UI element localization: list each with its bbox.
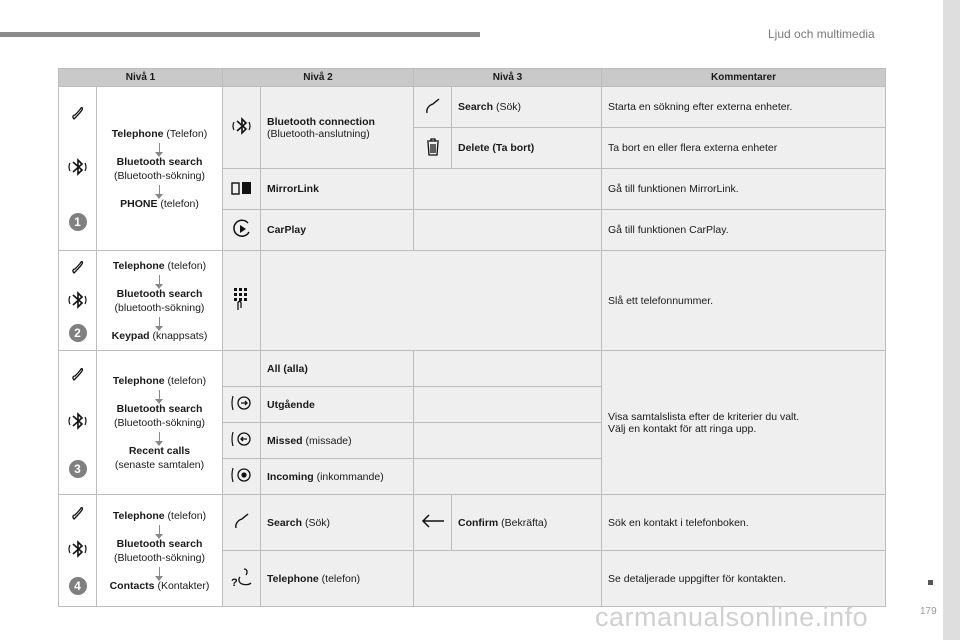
comment: Slå ett telefonnummer. xyxy=(602,251,886,351)
phone-menu-table xyxy=(58,68,886,607)
phone-handset-icon xyxy=(71,106,85,122)
empty-cell xyxy=(414,351,602,387)
bluetooth-connection-icon-cell xyxy=(223,87,261,169)
section-badge-1: 1 xyxy=(69,213,87,231)
chapter-title: Ljud och multimedia xyxy=(768,27,875,41)
down-arrow-icon xyxy=(159,185,160,195)
level3-delete[interactable]: Delete (Ta bort) xyxy=(452,128,602,169)
section1-level1: Telephone (Telefon) Bluetooth search (Bluetooth-sökning) PHONE (telefon) xyxy=(97,87,223,251)
missed-icon-cell xyxy=(223,423,261,459)
bluetooth-phone-icon xyxy=(68,539,88,559)
level2-search[interactable]: Search (Sök) xyxy=(261,495,414,551)
down-arrow-icon xyxy=(159,275,160,285)
empty-cell xyxy=(414,210,602,251)
phone-handset-icon xyxy=(71,506,85,522)
section4-icons xyxy=(59,495,97,607)
section3-level1: Telephone (telefon) Bluetooth search (Bluetooth-sökning) Recent calls (senaste samtalen) xyxy=(97,351,223,495)
comment: Gå till funktionen MirrorLink. xyxy=(602,169,886,210)
col-header-level2: Nivå 2 xyxy=(223,69,414,87)
contact-icon-cell xyxy=(223,551,261,607)
level2-incoming[interactable]: Incoming (inkommande) xyxy=(261,459,414,495)
empty-icon-cell xyxy=(223,351,261,387)
down-arrow-icon xyxy=(159,525,160,535)
down-arrow-icon xyxy=(159,317,160,327)
empty-cell xyxy=(414,551,602,607)
carplay-icon xyxy=(232,219,252,239)
bluetooth-phone-icon xyxy=(68,157,88,177)
bluetooth-phone-icon xyxy=(68,411,88,431)
table-row xyxy=(59,351,886,387)
empty-cell xyxy=(414,169,602,210)
header-rule xyxy=(0,32,480,37)
down-arrow-icon xyxy=(159,390,160,400)
down-arrow-icon xyxy=(159,432,160,442)
table-row xyxy=(59,87,886,128)
table-row xyxy=(59,495,886,551)
incoming-icon-cell xyxy=(223,459,261,495)
section1-icons xyxy=(59,87,97,251)
confirm-arrow-icon xyxy=(420,512,446,530)
trash-icon xyxy=(426,138,440,156)
phone-handset-icon xyxy=(71,260,85,276)
level2-mirrorlink[interactable]: MirrorLink xyxy=(261,169,414,210)
svg-text:?: ? xyxy=(230,577,238,588)
col-header-level1: Nivå 1 xyxy=(59,69,223,87)
search-icon xyxy=(424,97,442,115)
section2-icons xyxy=(59,251,97,351)
section-badge-3: 3 xyxy=(69,460,87,478)
mirrorlink-icon xyxy=(231,180,253,196)
mirrorlink-icon-cell xyxy=(223,169,261,210)
level2-telephone[interactable]: Telephone (telefon) xyxy=(261,551,414,607)
search-icon xyxy=(233,512,251,530)
empty-cell[interactable] xyxy=(261,251,602,351)
page-edge-tab xyxy=(943,0,960,640)
table-row xyxy=(59,251,886,351)
section-badge-2: 2 xyxy=(69,324,87,342)
contact-details-icon xyxy=(230,566,254,588)
table-header-row xyxy=(59,69,886,87)
keypad-icon-cell xyxy=(223,251,261,351)
empty-cell xyxy=(414,459,602,495)
comment: Visa samtalslista efter de kriterier du valt. Välj en kontakt för att ringa upp. xyxy=(602,351,886,495)
phone-handset-icon xyxy=(71,367,85,383)
section3-icons xyxy=(59,351,97,495)
level2-all[interactable]: All (alla) xyxy=(261,351,414,387)
page-marker xyxy=(928,580,933,585)
level2-bluetooth-connection[interactable]: Bluetooth connection (Bluetooth-anslutning) xyxy=(261,87,414,169)
keypad-icon xyxy=(232,286,252,312)
outgoing-call-icon xyxy=(231,394,253,412)
confirm-icon-cell xyxy=(414,495,452,551)
empty-cell xyxy=(414,423,602,459)
level3-confirm[interactable]: Confirm (Bekräfta) xyxy=(452,495,602,551)
col-header-comments: Kommentarer xyxy=(602,69,886,87)
search-icon-cell xyxy=(414,87,452,128)
level2-missed[interactable]: Missed (missade) xyxy=(261,423,414,459)
col-header-level3: Nivå 3 xyxy=(414,69,602,87)
section2-level1: Telephone (telefon) Bluetooth search (bluetooth-sökning) Keypad (knappsats) xyxy=(97,251,223,351)
level2-carplay[interactable]: CarPlay xyxy=(261,210,414,251)
comment: Sök en kontakt i telefonboken. xyxy=(602,495,886,551)
missed-call-icon xyxy=(231,430,253,448)
search-icon-cell xyxy=(223,495,261,551)
comment: Se detaljerade uppgifter för kontakten. xyxy=(602,551,886,607)
page-number: 179 xyxy=(920,606,937,617)
carplay-icon-cell xyxy=(223,210,261,251)
comment: Ta bort en eller flera externa enheter xyxy=(602,128,886,169)
bluetooth-phone-icon xyxy=(68,290,88,310)
bluetooth-connection-icon xyxy=(231,115,253,137)
section4-level1: Telephone (telefon) Bluetooth search (Bluetooth-sökning) Contacts (Kontakter) xyxy=(97,495,223,607)
outgoing-icon-cell xyxy=(223,387,261,423)
watermark: carmanualsonline.info xyxy=(595,602,869,632)
comment: Gå till funktionen CarPlay. xyxy=(602,210,886,251)
level2-outgoing[interactable]: Utgående xyxy=(261,387,414,423)
down-arrow-icon xyxy=(159,567,160,577)
trash-icon-cell xyxy=(414,128,452,169)
empty-cell xyxy=(414,387,602,423)
level3-search[interactable]: Search (Sök) xyxy=(452,87,602,128)
comment: Starta en sökning efter externa enheter. xyxy=(602,87,886,128)
incoming-call-icon xyxy=(231,466,253,484)
section-badge-4: 4 xyxy=(69,577,87,595)
down-arrow-icon xyxy=(159,143,160,153)
